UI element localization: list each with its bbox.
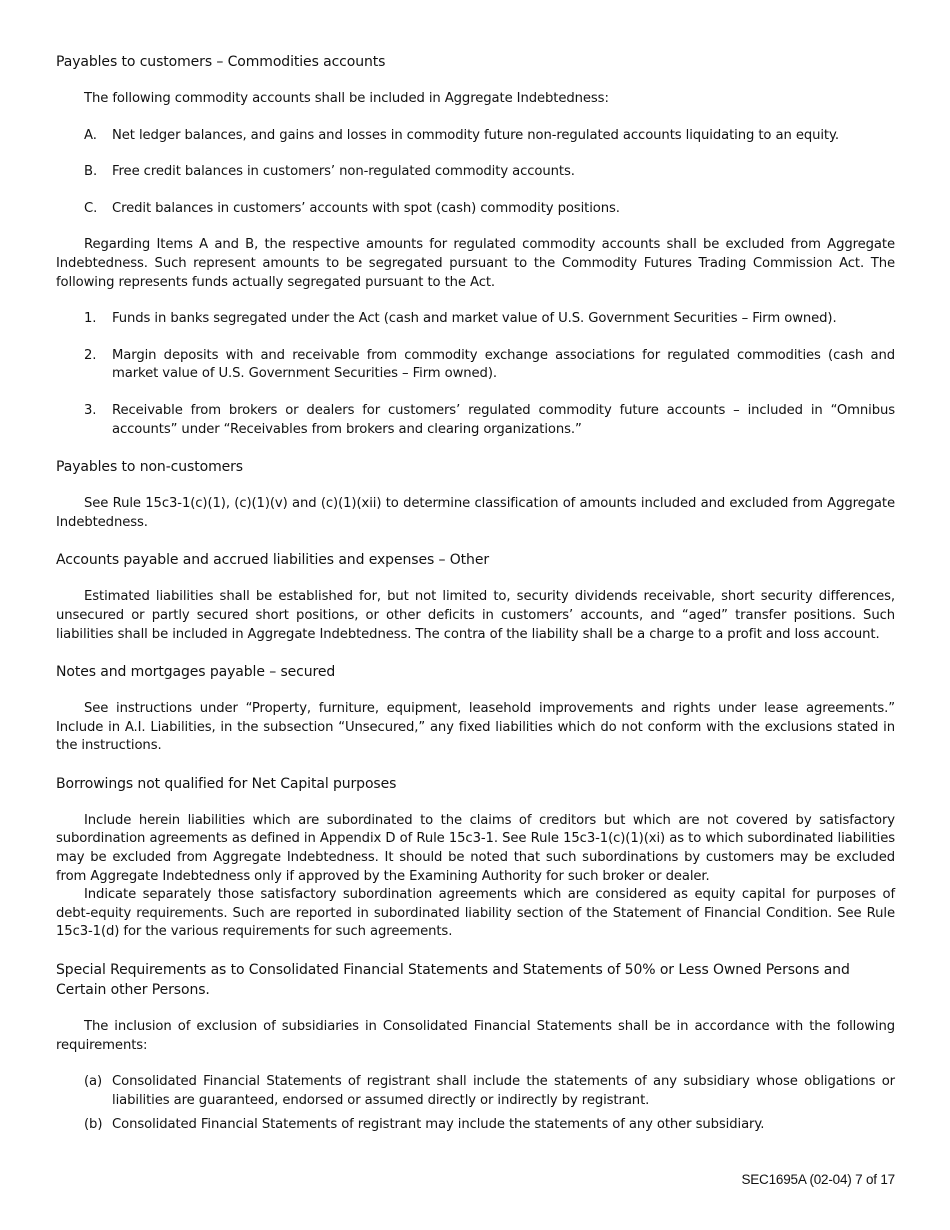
- commodities-intro: The following commodity accounts shall be included in Aggregate Indebtedness:: [84, 91, 609, 106]
- section-heading-non-customers: Payables to non-customers: [56, 459, 243, 476]
- list-item-text: Net ledger balances, and gains and losses in commodity future non-regulated accounts liquidating to an equity.: [112, 127, 839, 143]
- list-marker: 1.: [84, 311, 97, 327]
- list-marker: C.: [84, 200, 98, 216]
- list-item: [84, 127, 895, 146]
- special-paragraph: The inclusion of exclusion of subsidiaries in Consolidated Financial Statements shall be in accordance with the following requirements:: [56, 1019, 895, 1053]
- numbered-item: [84, 347, 895, 384]
- list-item-text: Receivable from brokers or dealers for customers’ regulated commodity future accounts – included in “Omnibus accounts” under “Receivables from brokers and clearing organizations.”: [112, 402, 895, 437]
- non-customers-paragraph: See Rule 15c3-1(c)(1), (c)(1)(v) and (c)(1)(xii) to determine classification of amounts included and excluded from Aggregate Indebtedness.: [56, 496, 895, 530]
- borrowings-paragraph-1: Include herein liabilities which are subordinated to the claims of creditors but which are not covered by satisfactory subordination agreements as defined in Appendix D of Rule 15c3-1. See Rule 15c3-1(c)(1)(xi) as to which subordinated liabilities may be excluded from Aggregate Indebtedness. It should be noted that such subordinations by customers may be excluded from Aggregate Indebtedness only if approved by the Examining Authority for such broker or dealer.: [56, 812, 895, 884]
- section-heading-accounts-payable: Accounts payable and accrued liabilities and expenses – Other: [56, 552, 490, 569]
- page-footer: SEC1695A (02-04) 7 of 17: [741, 1172, 895, 1187]
- list-item-text: Funds in banks segregated under the Act (cash and market value of U.S. Government Securities – Firm owned).: [112, 311, 837, 327]
- list-marker: B.: [84, 164, 98, 180]
- list-item-text: Consolidated Financial Statements of registrant shall include the statements of any subsidiary whose obligations or liabilities are guaranteed, endorsed or assumed directly or indirectly by registrant.: [112, 1074, 895, 1108]
- section-heading-commodities: Payables to customers – Commodities accounts: [56, 54, 386, 70]
- notes-paragraph: See instructions under “Property, furniture, equipment, leasehold improvements and rights under lease agreements.” Include in A.I. Liabilities, in the subsection “Unsecured,” any fixed liabilities which do not conform with the exclusions stated in the instructions.: [56, 701, 895, 754]
- document-page: [56, 52, 895, 1141]
- list-item-text: Credit balances in customers’ accounts with spot (cash) commodity positions.: [112, 200, 620, 216]
- lettered-item: [84, 1116, 895, 1135]
- section-heading-borrowings: Borrowings not qualified for Net Capital purposes: [56, 775, 397, 792]
- section-heading-notes: Notes and mortgages payable – secured: [56, 664, 336, 681]
- list-marker: (b): [84, 1117, 103, 1133]
- list-marker: 3.: [84, 402, 97, 418]
- lettered-item: [84, 1073, 895, 1110]
- list-item-text: Free credit balances in customers’ non-regulated commodity accounts.: [112, 164, 575, 180]
- section-heading-special: Special Requirements as to Consolidated Financial Statements and Statements of 50% or Less Owned Persons and Certain other Persons.: [56, 962, 850, 999]
- list-marker: A.: [84, 127, 97, 143]
- commodities-paragraph: Regarding Items A and B, the respective amounts for regulated commodity accounts shall be excluded from Aggregate Indebtedness. Such represent amounts to be segregated pursuant to the Commodity Futures Trading Commission Act. The following represents funds actually segregated pursuant to the Act.: [56, 237, 895, 290]
- list-marker: (a): [84, 1074, 103, 1090]
- list-marker: 2.: [84, 347, 97, 363]
- list-item-text: Consolidated Financial Statements of registrant may include the statements of any other subsidiary.: [112, 1117, 765, 1133]
- accounts-payable-paragraph: Estimated liabilities shall be established for, but not limited to, security dividends receivable, short security differences, unsecured or partly secured short positions, or other deficits in customers’ accounts, and “aged” transfer positions. Such liabilities shall be included in Aggregate Indebtedness. The contra of the liability shall be a charge to a profit and loss account.: [56, 589, 895, 642]
- borrowings-paragraph-2: Indicate separately those satisfactory subordination agreements which are considered as equity capital for purposes of debt-equity requirements. Such are reported in subordinated liability section of the Statement of Financial Condition. See Rule 15c3-1(d) for the various requirements for such agreements.: [56, 887, 895, 940]
- list-item: [84, 163, 895, 182]
- list-item-text: Margin deposits with and receivable from commodity exchange associations for regulated commodities (cash and market value of U.S. Government Securities – Firm owned).: [112, 347, 895, 382]
- list-item: [84, 200, 895, 219]
- numbered-item: [84, 310, 895, 329]
- numbered-item: [84, 402, 895, 439]
